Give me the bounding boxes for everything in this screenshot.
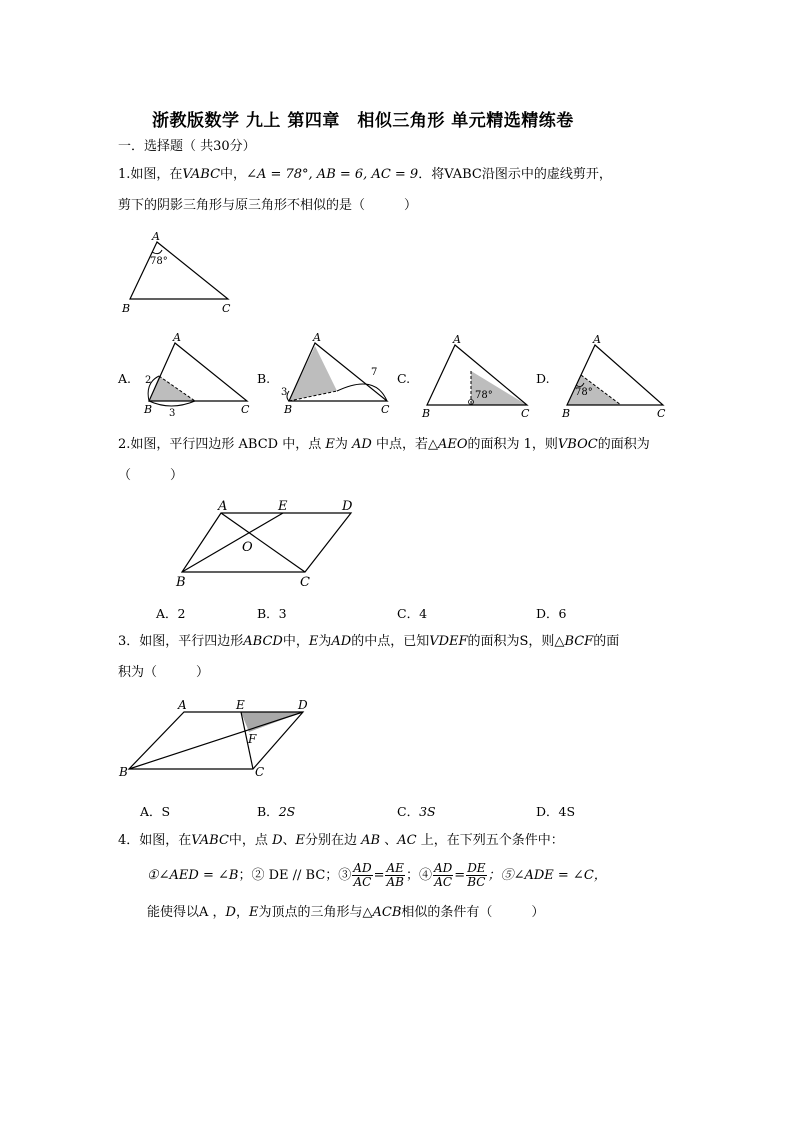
- svg-text:A: A: [593, 333, 601, 346]
- svg-text:A: A: [173, 333, 181, 344]
- q1-d-angle: 78°: [575, 387, 593, 398]
- svg-text:C: C: [521, 407, 530, 420]
- svg-text:O: O: [242, 540, 253, 555]
- q3-option-a[interactable]: A．S: [140, 804, 171, 819]
- svg-text:B: B: [562, 407, 571, 420]
- q1-line2: 剪下的阴影三角形与原三角形不相似的是（ ）: [118, 198, 418, 213]
- svg-text:C: C: [657, 407, 666, 420]
- q1-option-c-figure[interactable]: [415, 333, 535, 423]
- svg-text:B: B: [284, 403, 293, 416]
- svg-text:A: A: [453, 333, 461, 346]
- q1-option-b-figure[interactable]: [275, 333, 395, 423]
- q1-option-b-letter[interactable]: B.: [257, 371, 271, 386]
- q1-a-num-2: 2: [145, 375, 152, 386]
- svg-text:B: B: [176, 575, 186, 590]
- svg-text:F: F: [248, 732, 257, 746]
- q1-label-b: B: [122, 302, 131, 315]
- section-heading: 一．选择题（ 共30分）: [118, 139, 256, 154]
- q4-frac-2: $\frac{AE}{AB}$: [386, 861, 404, 889]
- q4-line1: 4．如图，在VABC中，点 D、E分别在边 AB 、AC 上，在下列五个条件中：: [118, 833, 564, 848]
- q1-label-angle: 78°: [150, 256, 168, 267]
- q1-a-num-3: 3: [169, 408, 176, 419]
- q1-b-num-3: 3: [281, 387, 288, 398]
- svg-text:C: C: [300, 575, 310, 590]
- q1-option-c-letter[interactable]: C.: [397, 371, 411, 386]
- page-title: 浙教版数学 九上 第四章 相似三角形 单元精选精练卷: [152, 111, 574, 131]
- q3-option-c[interactable]: C．3S: [397, 804, 436, 819]
- svg-text:C: C: [255, 765, 265, 779]
- svg-text:C: C: [381, 403, 390, 416]
- q2-figure: [170, 494, 370, 590]
- svg-text:B: B: [144, 403, 153, 416]
- q1-c-angle: 78°: [475, 390, 493, 401]
- q3-option-d[interactable]: D．4S: [536, 804, 576, 819]
- q1-label-a: A: [152, 230, 160, 243]
- q1-option-d-figure[interactable]: [555, 333, 675, 423]
- svg-text:D: D: [342, 499, 353, 514]
- svg-text:B: B: [119, 765, 128, 779]
- q1-label-c: C: [222, 302, 231, 315]
- svg-text:B: B: [422, 407, 431, 420]
- svg-text:A: A: [178, 698, 187, 712]
- q1-option-a-figure[interactable]: [135, 333, 255, 423]
- q4-conditions: ①∠AED = ∠B；② DE // BC；③ $\frac{AD}{AC}$ = $\frac{AE}{AB}$ ；④ $\frac{AD}{AC}$ = $\frac{DE}{BC}$ ；⑤∠ADE = ∠C，: [147, 861, 607, 889]
- q1-line1: 1.如图，在VABC中，∠A = 78°, AB = 6, AC = 9．将VABC沿图示中的虚线剪开，: [118, 167, 612, 182]
- q3-option-b[interactable]: B．2S: [257, 804, 296, 819]
- q2-line2: （ ）: [118, 468, 184, 483]
- q3-line1: 3．如图，平行四边形ABCD中，E为AD的中点，已知VDEF的面积为S，则△BCF的面: [118, 634, 620, 649]
- svg-text:D: D: [298, 698, 308, 712]
- svg-text:E: E: [278, 499, 288, 514]
- q4-frac-1: $\frac{AD}{AC}$: [353, 861, 372, 889]
- q2-option-d[interactable]: D．6: [536, 606, 567, 621]
- svg-text:E: E: [236, 698, 245, 712]
- q4-frac-4: $\frac{DE}{BC}$: [467, 861, 486, 889]
- q2-option-c[interactable]: C．4: [397, 606, 428, 621]
- q3-line2: 积为（ ）: [118, 665, 210, 680]
- q2-line1: 2.如图，平行四边形 ABCD 中，点 E为 AD 中点，若△AEO的面积为 1，则VBOC的面积为: [118, 437, 650, 452]
- q4-frac-3: $\frac{AD}{AC}$: [433, 861, 453, 889]
- q1-option-a-letter[interactable]: A.: [118, 371, 132, 386]
- q3-figure: [115, 696, 320, 782]
- q2-option-a[interactable]: A．2: [156, 606, 186, 621]
- svg-text:A: A: [313, 333, 321, 344]
- q4-line3: 能使得以A ，D，E为顶点的三角形与△ACB相似的条件有（ ）: [147, 905, 545, 920]
- q1-b-num-7: 7: [371, 367, 378, 378]
- q1-option-d-letter[interactable]: D.: [536, 371, 550, 386]
- q1-main-figure: [110, 226, 250, 318]
- q2-option-b[interactable]: B．3: [257, 606, 287, 621]
- svg-text:C: C: [241, 403, 250, 416]
- svg-text:A: A: [218, 499, 228, 514]
